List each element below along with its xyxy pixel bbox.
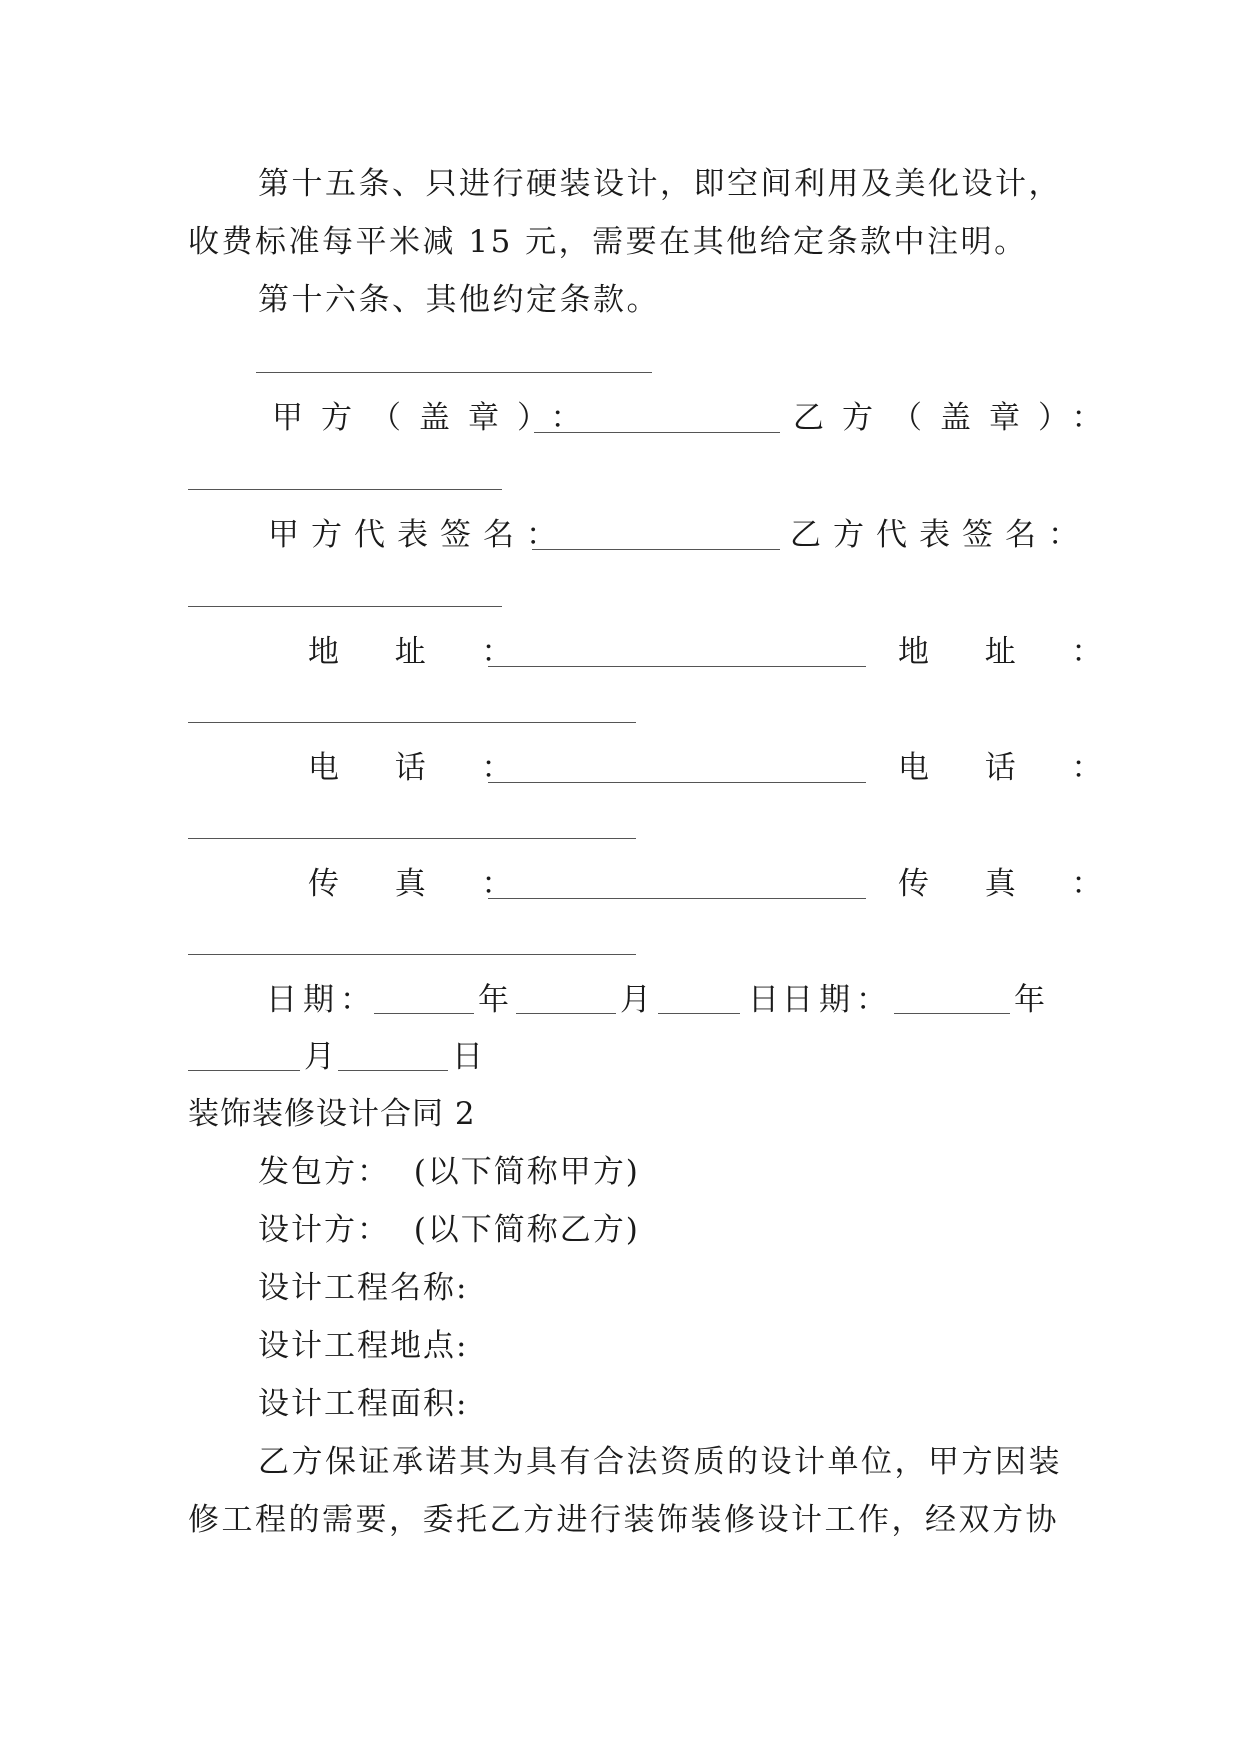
date-b-day: 日 [452, 1039, 483, 1075]
date-a-day-blank [658, 1013, 740, 1014]
date-label-a: 日期： [266, 982, 377, 1018]
fax-b-label: 传 真 ： [898, 866, 1115, 902]
date-b-month: 月 [304, 1039, 335, 1075]
party-b-rep-label: 乙方代表签名： [790, 517, 1091, 553]
designer-line: 设计方： (以下简称乙方) [258, 1212, 640, 1248]
party-a-seal-blank [534, 432, 780, 433]
date-a-year-blank [374, 1013, 474, 1014]
date-label-b: 日期： [782, 982, 893, 1018]
party-b-seal-blank [188, 489, 502, 490]
date-b-month-blank [188, 1070, 300, 1071]
party-b-seal-label: 乙方（盖章）： [793, 400, 1121, 436]
project-name-line: 设计工程名称: [258, 1270, 469, 1306]
address-a-blank [488, 666, 866, 667]
project-area-line: 设计工程面积: [258, 1386, 469, 1422]
project-location-line: 设计工程地点: [258, 1328, 469, 1364]
party-a-seal-label: 甲方（盖章）： [272, 400, 600, 436]
contractor-line: 发包方： (以下简称甲方) [258, 1154, 640, 1190]
phone-a-label: 电 话 ： [308, 750, 525, 786]
party-a-rep-label: 甲方代表签名： [268, 517, 569, 553]
date-b-day-blank [338, 1070, 448, 1071]
phone-b-label: 电 话 ： [898, 750, 1115, 786]
date-a-year: 年 [478, 982, 509, 1018]
address-b-label: 地 址 ： [898, 634, 1115, 670]
clause-15-line-1: 第十五条、只进行硬装设计，即空间利用及美化设计， [258, 166, 1062, 202]
fax-a-blank [488, 898, 866, 899]
date-a-month: 月 [620, 982, 651, 1018]
other-terms-blank [256, 372, 652, 373]
paragraph-line-2: 修工程的需要，委托乙方进行装饰装修设计工作，经双方协 [188, 1502, 1059, 1538]
fax-a-label: 传 真 ： [308, 866, 525, 902]
clause-16: 第十六条、其他约定条款。 [258, 282, 660, 318]
paragraph-line-1: 乙方保证承诺其为具有合法资质的设计单位，甲方因装 [258, 1444, 1062, 1480]
party-b-rep-blank [188, 606, 502, 607]
clause-15-line-2: 收费标准每平米减 15 元，需要在其他给定条款中注明。 [188, 224, 1028, 260]
phone-a-blank [488, 782, 866, 783]
address-b-blank [188, 722, 636, 723]
date-a-month-blank [516, 1013, 616, 1014]
fax-b-blank [188, 954, 636, 955]
contract-2-title: 装饰装修设计合同 2 [188, 1096, 476, 1132]
phone-b-blank [188, 838, 636, 839]
party-a-rep-blank [532, 549, 780, 550]
date-b-year-blank [894, 1013, 1010, 1014]
address-a-label: 地 址 ： [308, 634, 525, 670]
date-a-day: 日 [748, 982, 779, 1018]
date-b-year: 年 [1014, 982, 1045, 1018]
